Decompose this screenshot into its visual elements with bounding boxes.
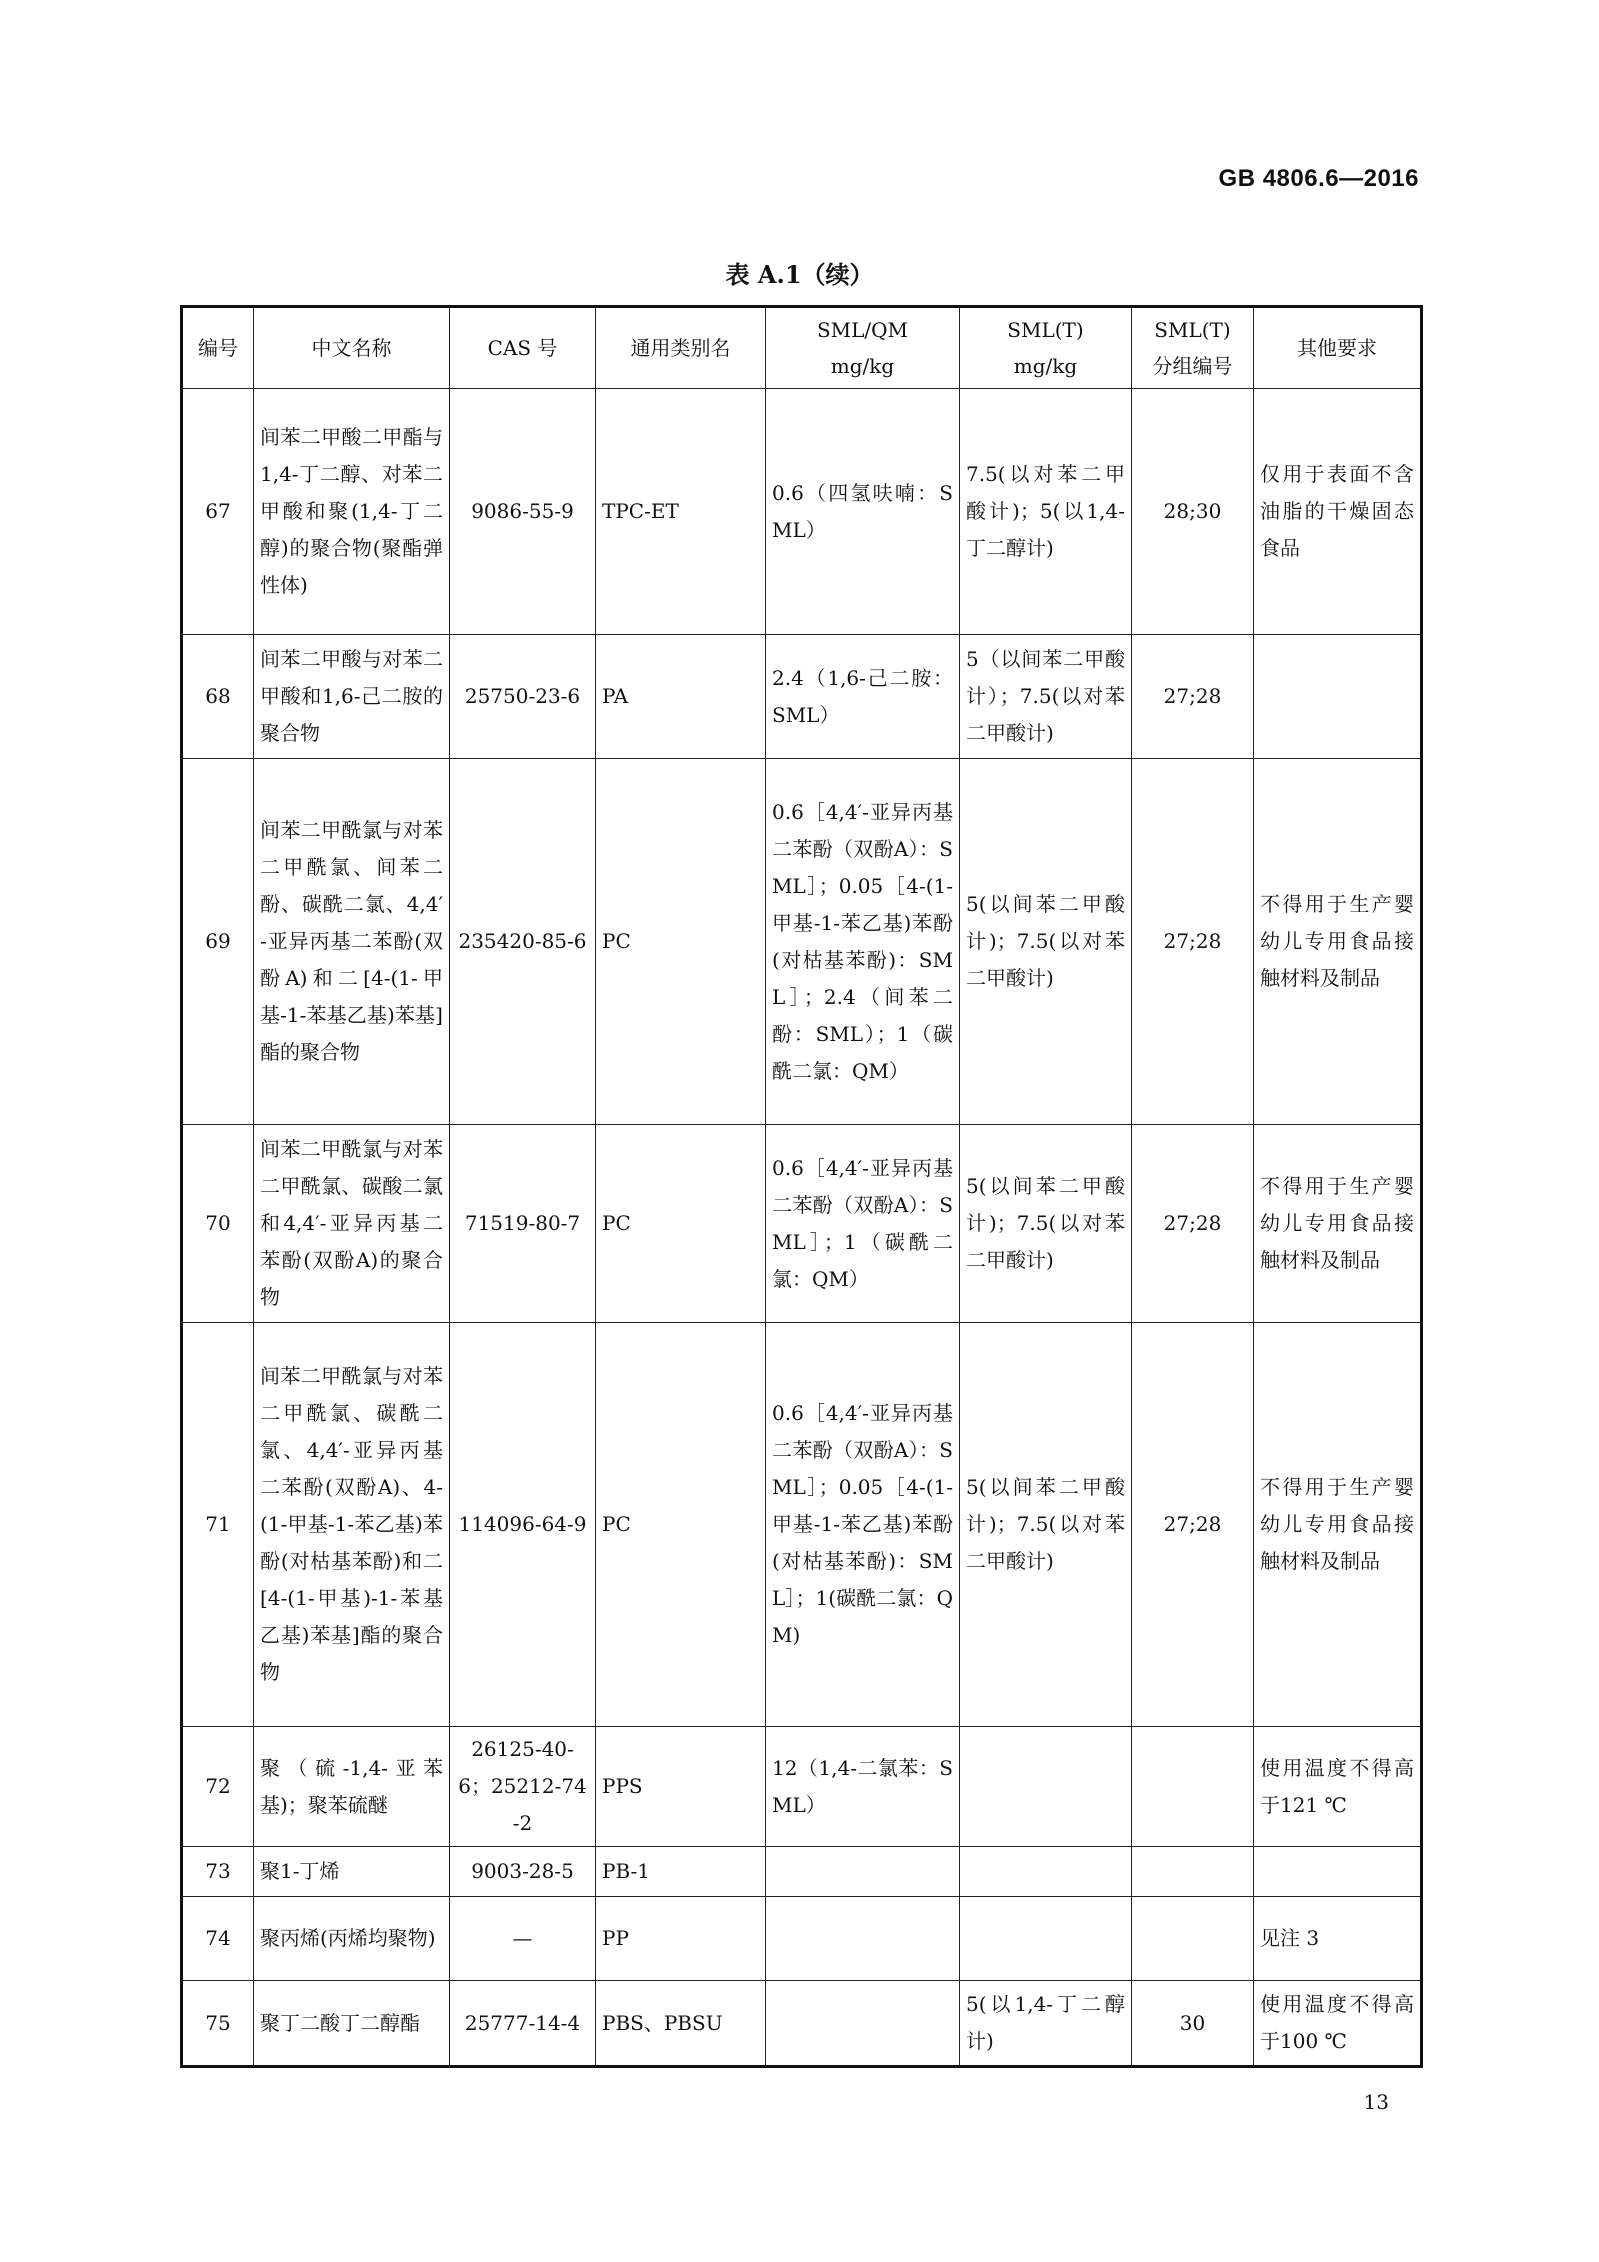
- cell-category: PBS、PBSU: [596, 1981, 766, 2067]
- col-header-cas: CAS 号: [450, 307, 596, 389]
- cell-sml-t: 7.5(以对苯二甲酸计)；5(以1,4-丁二醇计): [960, 389, 1132, 635]
- cell-cas: 9086-55-9: [450, 389, 596, 635]
- cell-no: 71: [182, 1323, 254, 1727]
- cell-sml-t: [960, 1847, 1132, 1897]
- table-row: [182, 389, 1422, 635]
- cell-no: 72: [182, 1727, 254, 1847]
- col-header-group: SML(T) 分组编号: [1132, 307, 1254, 389]
- cell-sml-qm: 0.6［4,4′-亚异丙基二苯酚（双酚A）：SML］；0.05［4-(1-甲基-1-苯乙基)苯酚(对枯基苯酚)：SML］；2.4（间苯二酚：SML）；1（碳酰二氯：QM）: [766, 759, 960, 1125]
- table-row: [182, 1897, 1422, 1981]
- table-row: [182, 1847, 1422, 1897]
- cell-cas: 26125-40-6；25212-74-2: [450, 1727, 596, 1847]
- cell-group: [1132, 1847, 1254, 1897]
- cell-category: TPC-ET: [596, 389, 766, 635]
- col-header-no: 编号: [182, 307, 254, 389]
- cell-category: PB-1: [596, 1847, 766, 1897]
- cell-cas: 114096-64-9: [450, 1323, 596, 1727]
- table-row: [182, 1323, 1422, 1727]
- cell-sml-t: 5(以1,4-丁二醇计): [960, 1981, 1132, 2067]
- cell-group: 27;28: [1132, 1323, 1254, 1727]
- cell-sml-qm: [766, 1897, 960, 1981]
- cell-category: PA: [596, 635, 766, 759]
- table-header: [182, 307, 1422, 389]
- cell-group: [1132, 1897, 1254, 1981]
- cell-cas: 235420-85-6: [450, 759, 596, 1125]
- cell-group: 28;30: [1132, 389, 1254, 635]
- cell-sml-t: 5(以间苯二甲酸计)；7.5(以对苯二甲酸计): [960, 759, 1132, 1125]
- cell-cas: 9003-28-5: [450, 1847, 596, 1897]
- cell-group: 27;28: [1132, 635, 1254, 759]
- cell-name: 间苯二甲酸二甲酯与1,4-丁二醇、对苯二甲酸和聚(1,4-丁二醇)的聚合物(聚酯弹性体): [254, 389, 450, 635]
- table-row: [182, 1981, 1422, 2067]
- cell-sml-qm: 12（1,4-二氯苯：SML）: [766, 1727, 960, 1847]
- cell-name: 聚（硫-1,4-亚苯基)；聚苯硫醚: [254, 1727, 450, 1847]
- cell-group: 27;28: [1132, 759, 1254, 1125]
- standard-code: GB 4806.6—2016: [1218, 165, 1419, 192]
- cell-no: 67: [182, 389, 254, 635]
- col-header-sml-t: SML(T) mg/kg: [960, 307, 1132, 389]
- cell-group: [1132, 1727, 1254, 1847]
- cell-category: PP: [596, 1897, 766, 1981]
- table-body: [182, 389, 1422, 2067]
- cell-name: 聚丁二酸丁二醇酯: [254, 1981, 450, 2067]
- cell-other: [1254, 1847, 1422, 1897]
- cell-sml-qm: 0.6［4,4′-亚异丙基二苯酚（双酚A）：SML］；1（碳酰二氯：QM）: [766, 1125, 960, 1323]
- cell-cas: 25750-23-6: [450, 635, 596, 759]
- col-header-other: 其他要求: [1254, 307, 1422, 389]
- cell-other: 见注 3: [1254, 1897, 1422, 1981]
- cell-sml-qm: [766, 1981, 960, 2067]
- cell-no: 73: [182, 1847, 254, 1897]
- cell-cas: —: [450, 1897, 596, 1981]
- header-row: [182, 307, 1422, 389]
- cell-cas: 71519-80-7: [450, 1125, 596, 1323]
- col-header-sml-qm: SML/QM mg/kg: [766, 307, 960, 389]
- cell-group: 27;28: [1132, 1125, 1254, 1323]
- cell-sml-qm: 2.4（1,6-己二胺：SML）: [766, 635, 960, 759]
- table-row: [182, 1727, 1422, 1847]
- cell-sml-t: 5(以间苯二甲酸计)；7.5(以对苯二甲酸计): [960, 1125, 1132, 1323]
- cell-no: 69: [182, 759, 254, 1125]
- col-header-category: 通用类别名: [596, 307, 766, 389]
- table-row: [182, 635, 1422, 759]
- cell-group: 30: [1132, 1981, 1254, 2067]
- cell-other: 不得用于生产婴幼儿专用食品接触材料及制品: [1254, 1125, 1422, 1323]
- cell-sml-t: 5(以间苯二甲酸计)；7.5(以对苯二甲酸计): [960, 1323, 1132, 1727]
- cell-name: 间苯二甲酰氯与对苯二甲酰氯、碳酰二氯、4,4′-亚异丙基二苯酚(双酚A)、4-(1-甲基-1-苯乙基)苯酚(对枯基苯酚)和二[4-(1-甲基)-1-苯基乙基)苯基]酯的聚合物: [254, 1323, 450, 1727]
- cell-name: 聚丙烯(丙烯均聚物): [254, 1897, 450, 1981]
- cell-sml-qm: [766, 1847, 960, 1897]
- cell-name: 间苯二甲酰氯与对苯二甲酰氯、间苯二酚、碳酰二氯、4,4′-亚异丙基二苯酚(双酚A)和二[4-(1-甲基-1-苯基乙基)苯基]酯的聚合物: [254, 759, 450, 1125]
- table-title: 表 A.1（续）: [725, 260, 874, 289]
- cell-other: [1254, 635, 1422, 759]
- table-row: [182, 1125, 1422, 1323]
- cell-name: 间苯二甲酸与对苯二甲酸和1,6-己二胺的聚合物: [254, 635, 450, 759]
- cell-other: 仅用于表面不含油脂的干燥固态食品: [1254, 389, 1422, 635]
- cell-no: 74: [182, 1897, 254, 1981]
- cell-no: 68: [182, 635, 254, 759]
- cell-sml-t: [960, 1727, 1132, 1847]
- table-row: [182, 759, 1422, 1125]
- col-header-name: 中文名称: [254, 307, 450, 389]
- cell-other: 使用温度不得高于100 ℃: [1254, 1981, 1422, 2067]
- cell-no: 75: [182, 1981, 254, 2067]
- cell-category: PC: [596, 759, 766, 1125]
- cell-category: PPS: [596, 1727, 766, 1847]
- cell-category: PC: [596, 1125, 766, 1323]
- cell-sml-qm: 0.6［4,4′-亚异丙基二苯酚（双酚A）：SML］；0.05［4-(1-甲基-1-苯乙基)苯酚(对枯基苯酚)：SML］；1(碳酰二氯：QM): [766, 1323, 960, 1727]
- cell-sml-t: [960, 1897, 1132, 1981]
- cell-sml-t: 5（以间苯二甲酸计）；7.5(以对苯二甲酸计): [960, 635, 1132, 759]
- cell-name: 聚1-丁烯: [254, 1847, 450, 1897]
- cell-no: 70: [182, 1125, 254, 1323]
- cell-other: 使用温度不得高于121 ℃: [1254, 1727, 1422, 1847]
- substance-table: [180, 305, 1423, 2068]
- page-number: 13: [1363, 2090, 1389, 2114]
- cell-sml-qm: 0.6（四氢呋喃：SML）: [766, 389, 960, 635]
- cell-other: 不得用于生产婴幼儿专用食品接触材料及制品: [1254, 759, 1422, 1125]
- cell-category: PC: [596, 1323, 766, 1727]
- cell-other: 不得用于生产婴幼儿专用食品接触材料及制品: [1254, 1323, 1422, 1727]
- cell-cas: 25777-14-4: [450, 1981, 596, 2067]
- cell-name: 间苯二甲酰氯与对苯二甲酰氯、碳酸二氯和4,4′-亚异丙基二苯酚(双酚A)的聚合物: [254, 1125, 450, 1323]
